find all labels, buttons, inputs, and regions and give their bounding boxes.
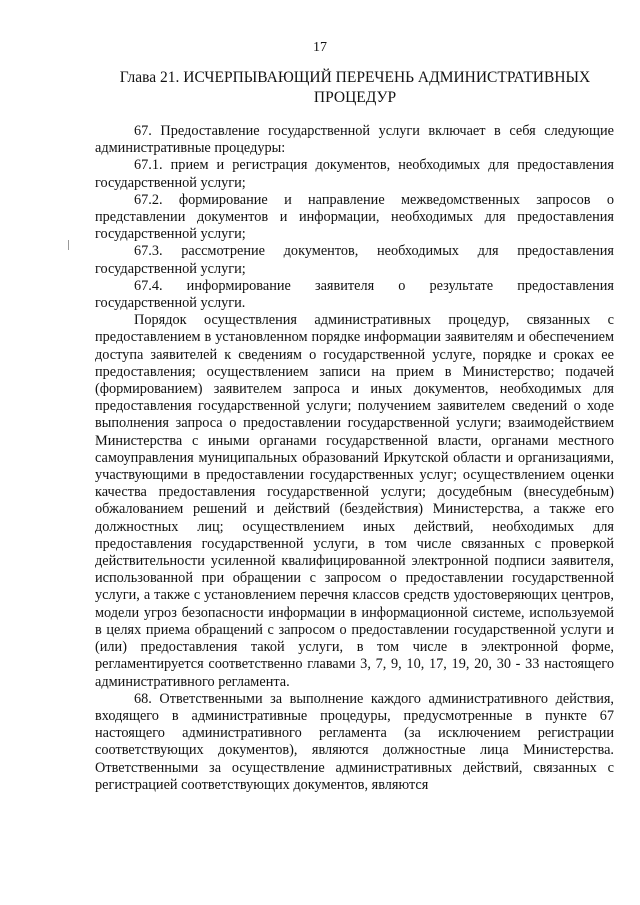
margin-mark (68, 240, 69, 250)
paragraph-67-1: 67.1. прием и регистрация документов, необходимых для предоставления государственной услуги; (95, 157, 614, 191)
paragraph-procedure-order: Порядок осуществления административных процедур, связанных с предоставлением в установленном порядке информации заявителям и обеспечением доступа заявителей к сведениям о государственной услуге, порядке и сроках ее предоставления; осуществлением записи на прием в Министерство; подачей (формированием) заявителем запроса и иных документов, необходимых для предоставления государственной услуги; получением заявителем сведений о ходе выполнения запроса о предоставлении государственной услуги; взаимодействием Министерства с иными органами государственной власти, органами местного самоуправления муниципальных образований Иркутской области и организациями, участвующими в предоставлении государственных услуг; осуществлением оценки качества предоставления государственной услуги; досудебным (внесудебным) обжалованием решений и действий (бездействия) Министерства, а также его должностных лиц; осуществлением иных действий, необходимых для предоставления государственной услуги, в том числе связанных с проверкой действительности усиленной квалифицированной электронной подписи заявителя, использованной при обращении с запросом о предоставлении государственной услуги, а также с установлением перечня классов средств удостоверяющих центров, модели угроз безопасности информации в информационной системе, используемой в целях приема обращений с запросом о предоставлении государственной услуги и (или) предоставления такой услуги, в том числе в электронной форме, регламентируется соответственно главами 3, 7, 9, 10, 17, 19, 20, 30 - 33 настоящего административного регламента. (95, 312, 614, 690)
document-body (95, 123, 614, 794)
paragraph-67-4: 67.4. информирование заявителя о результате предоставления государственной услуги. (95, 277, 614, 312)
page-number: 17 (313, 40, 327, 55)
paragraph-67-2: 67.2. формирование и направление межведомственных запросов о представлении документов и информации, необходимых для предоставления государственной услуги; (95, 191, 614, 243)
paragraph-67-3: 67.3. рассмотрение документов, необходимых для предоставления государственной услуги; (95, 243, 614, 277)
chapter-title: Глава 21. ИСЧЕРПЫВАЮЩИЙ ПЕРЕЧЕНЬ АДМИНИСТРАТИВНЫХ ПРОЦЕДУР (119, 69, 591, 106)
paragraph-68: 68. Ответственными за выполнение каждого административного действия, входящего в административные процедуры, предусмотренные в пункте 67 настоящего административного регламента (за исключением регистрации соответствующих документов), являются должностные лица Министерства. Ответственными за осуществление административных действий, связанных с регистрацией соответствующих документов, являются (95, 690, 614, 793)
paragraph-67: 67. Предоставление государственной услуги включает в себя следующие административные процедуры: (95, 123, 614, 157)
